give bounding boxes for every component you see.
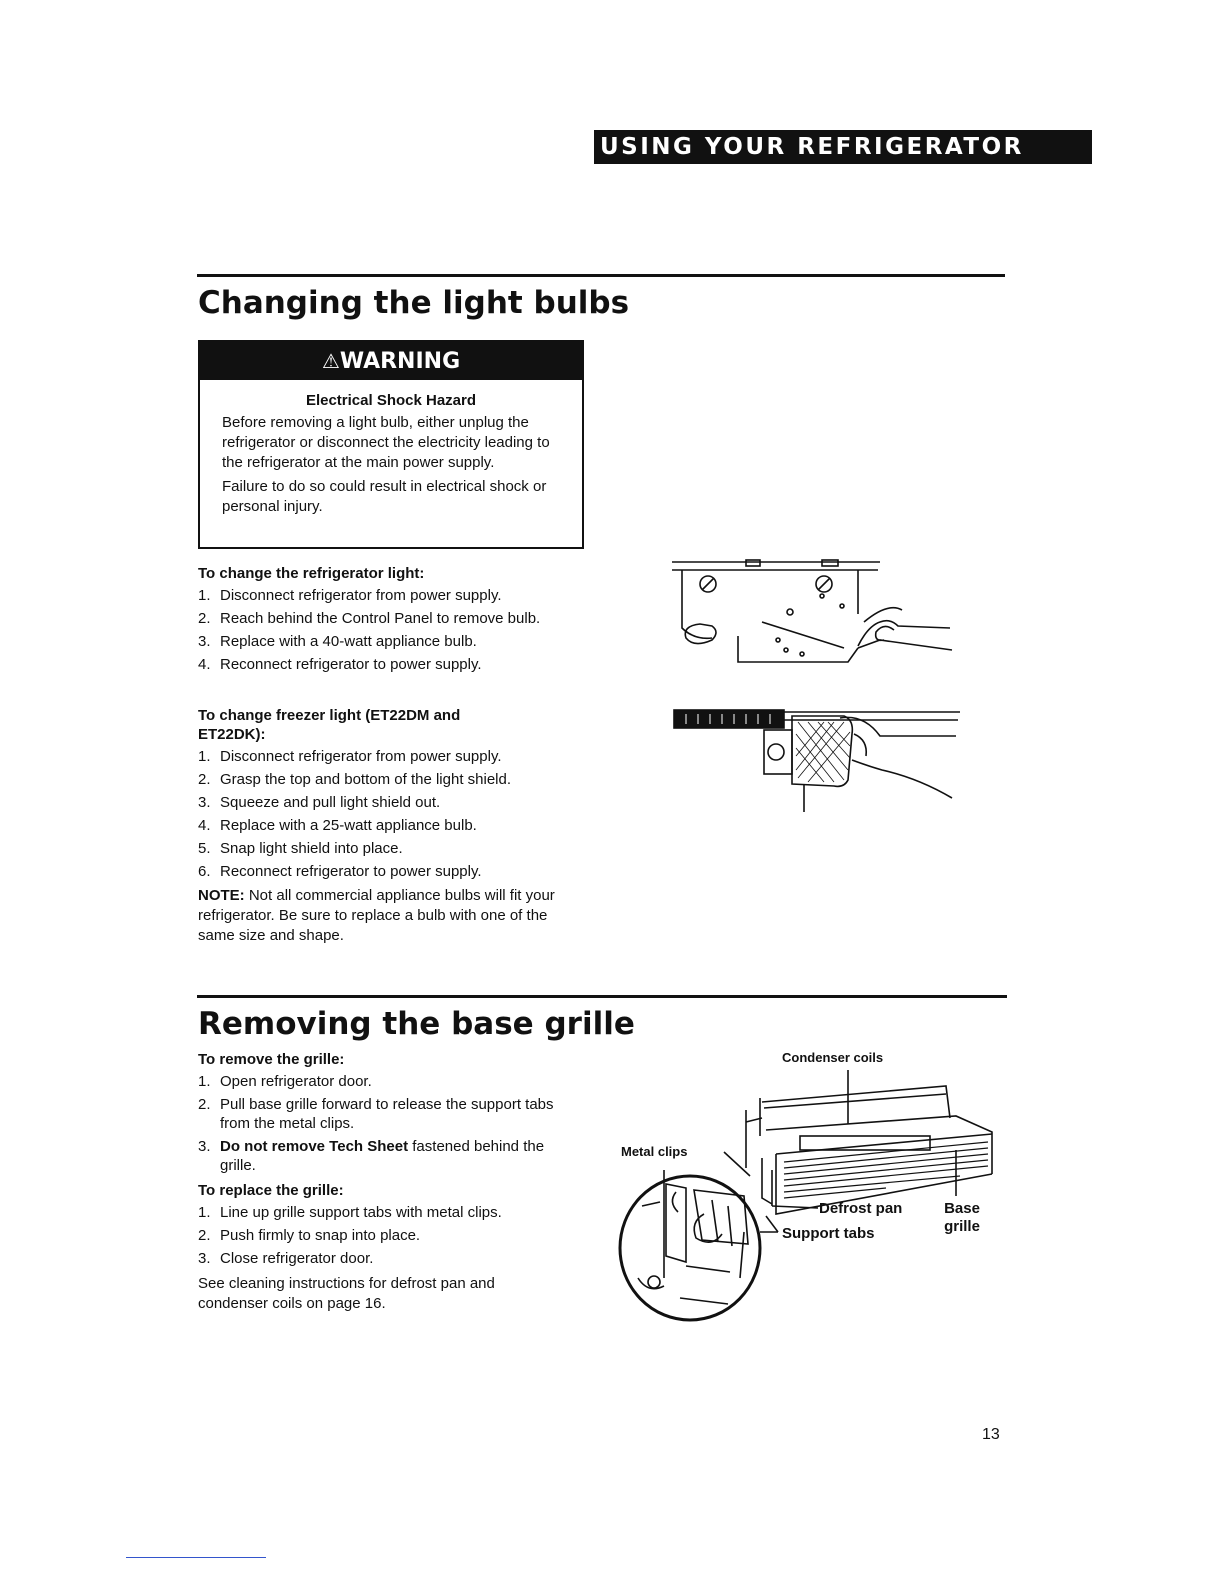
freezer-light-heading: To change freezer light (ET22DM and ET22DK): — [198, 707, 461, 743]
list-item: 3. Close refrigerator door. — [198, 1250, 374, 1267]
list-item: 5. Snap light shield into place. — [198, 840, 403, 857]
base-grille-diagram — [616, 1066, 1000, 1324]
freezer-light-instructions — [198, 706, 578, 946]
tech-sheet-warning: Do not remove Tech Sheet — [220, 1138, 409, 1155]
replace-grille-steps — [198, 1203, 583, 1268]
freezer-light-illustration — [668, 700, 968, 816]
warning-triangle-icon: ⚠ — [321, 349, 340, 373]
condenser-coils-label: Condenser coils — [782, 1050, 884, 1065]
grille-instructions — [198, 1050, 583, 1314]
note-paragraph — [198, 886, 578, 946]
metal-clips-label: Metal clips — [621, 1144, 688, 1159]
section-header-bar: USING YOUR REFRIGERATOR — [594, 130, 1092, 164]
replace-grille-heading: To replace the grille: — [198, 1182, 344, 1199]
base-grille-label: Base grille — [944, 1200, 980, 1235]
section-title-base-grille: Removing the base grille — [198, 1006, 635, 1042]
list-item: 6. Reconnect refrigerator to power supply. — [198, 863, 482, 880]
warning-label: WARNING — [339, 349, 461, 374]
list-item: 3. Replace with a 40-watt appliance bulb. — [198, 633, 477, 650]
section-divider — [197, 274, 1005, 277]
note-text: Not all commercial appliance bulbs will fit your refrigerator. Be sure to replace a bulb with one of the same size and shape. — [198, 887, 555, 944]
fridge-light-heading: To change the refrigerator light: — [198, 565, 425, 582]
list-item: 1. Open refrigerator door. — [198, 1073, 372, 1090]
list-item: 2. Reach behind the Control Panel to remove bulb. — [198, 610, 541, 627]
warning-box — [198, 340, 584, 549]
fridge-light-instructions — [198, 564, 578, 678]
list-item: 1. Disconnect refrigerator from power supply. — [198, 748, 502, 765]
list-item: 3. Squeeze and pull light shield out. — [198, 794, 441, 811]
list-item: 3. Do not remove Tech Sheet fastened behind the grille. — [198, 1138, 545, 1174]
note-label: NOTE: — [198, 887, 245, 904]
section-title-light-bulbs: Changing the light bulbs — [198, 285, 630, 321]
support-tabs-label: Support tabs — [782, 1225, 875, 1242]
fridge-light-steps — [198, 586, 578, 674]
defrost-pan-label: Defrost pan — [819, 1200, 903, 1217]
list-item: 2. Grasp the top and bottom of the light shield. — [198, 771, 512, 788]
list-item: 1. Line up grille support tabs with metal clips. — [198, 1204, 502, 1221]
list-item: 2. Pull base grille forward to release the support tabs from the metal clips. — [198, 1096, 554, 1132]
page-number: 13 — [982, 1426, 1000, 1443]
freezer-light-steps — [198, 747, 578, 881]
fridge-light-illustration — [668, 556, 968, 668]
remove-grille-heading: To remove the grille: — [198, 1051, 345, 1068]
warning-text: Before removing a light bulb, either unplug the refrigerator or disconnect the electricity leading to the refrigerator at the main power supply. — [222, 414, 550, 471]
list-item: 4. Replace with a 25-watt appliance bulb. — [198, 817, 477, 834]
warning-subtitle: Electrical Shock Hazard — [305, 392, 477, 409]
warning-header — [200, 342, 582, 380]
cleaning-reference-text: See cleaning instructions for defrost pan and condenser coils on page 16. — [198, 1275, 495, 1312]
bottom-divider-line — [126, 1557, 266, 1558]
list-item: 2. Push firmly to snap into place. — [198, 1227, 421, 1244]
list-item: 1. Disconnect refrigerator from power supply. — [198, 587, 502, 604]
list-item: 4. Reconnect refrigerator to power supply. — [198, 656, 482, 673]
remove-grille-steps — [198, 1072, 583, 1175]
section-divider — [197, 995, 1007, 998]
warning-consequence-text: Failure to do so could result in electrical shock or personal injury. — [222, 478, 547, 515]
